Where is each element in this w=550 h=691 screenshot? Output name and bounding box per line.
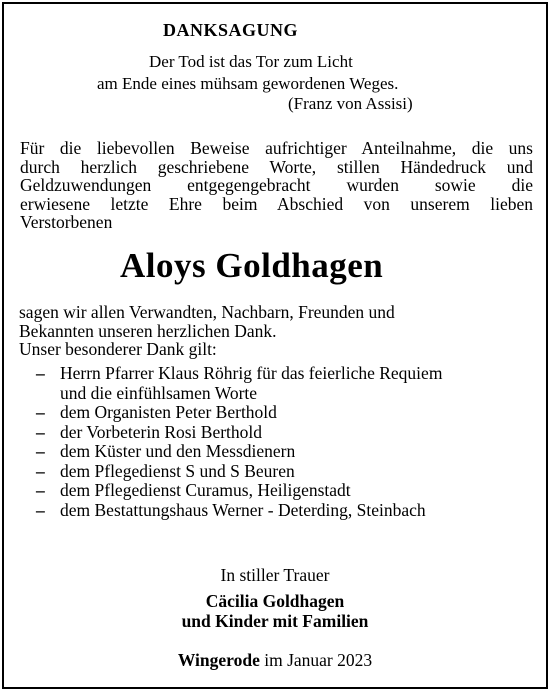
deceased-name: Aloys Goldhagen — [120, 246, 384, 285]
list-item-text: Herrn Pfarrer Klaus Röhrig für das feierliche Requiem — [60, 363, 443, 383]
thanks-line: Bekannten unseren herzlichen Dank. — [19, 320, 277, 341]
thanks-line: sagen wir allen Verwandten, Nachbarn, Freunden und — [19, 302, 395, 322]
place-name: Wingerode — [177, 650, 260, 670]
list-item-text: und die einfühlsamen Worte — [60, 382, 258, 403]
thanks-paragraph — [19, 303, 395, 359]
list-item — [36, 442, 442, 462]
signatory-family: und Kinder mit Familien — [181, 611, 369, 631]
list-item — [36, 423, 442, 443]
list-item — [36, 481, 442, 501]
list-item — [36, 364, 442, 403]
dash-bullet: – — [36, 460, 45, 481]
list-item — [36, 403, 442, 423]
dash-bullet: – — [36, 499, 45, 520]
notice-heading: DANKSAGUNG — [163, 20, 299, 40]
dash-bullet: – — [36, 363, 45, 383]
thanks-line: Unser besonderer Dank gilt: — [19, 339, 217, 359]
intro-paragraph — [20, 139, 533, 232]
dash-bullet: – — [36, 421, 45, 442]
dash-bullet: – — [36, 441, 45, 461]
quote-line-2: am Ende eines mühsam gewordenen Weges. — [97, 74, 399, 93]
list-item-text: dem Pflegedienst Curamus, Heiligenstadt — [60, 480, 351, 500]
closing-line: In stiller Trauer — [220, 565, 330, 585]
date-text: im Januar 2023 — [264, 650, 373, 670]
list-item-text: dem Bestattungshaus Werner - Deterding, Steinbach — [60, 499, 426, 520]
list-item-text: dem Küster und den Messdienern — [60, 441, 296, 461]
special-thanks-list — [36, 364, 442, 520]
intro-line: Für die liebevollen Beweise aufrichtiger Anteilnahme, die uns — [20, 138, 533, 158]
intro-line: durch herzlich geschriebene Worte, stillen Händedruck und — [20, 156, 533, 177]
list-item-text: dem Pflegedienst S und S Beuren — [60, 460, 295, 481]
dash-bullet: – — [36, 402, 45, 422]
list-item — [36, 462, 442, 482]
intro-line: Verstorbenen — [20, 212, 113, 232]
signatory-name: Cäcilia Goldhagen — [205, 591, 345, 611]
dash-bullet: – — [36, 480, 45, 500]
intro-line: Geldzuwendungen entgegengebracht wurden sowie die — [20, 175, 533, 195]
intro-line: erwiesene letzte Ehre beim Abschied von unserem lieben — [20, 193, 533, 214]
quote-line-1: Der Tod ist das Tor zum Licht — [149, 52, 353, 71]
list-item-text: der Vorbeterin Rosi Berthold — [60, 421, 263, 442]
list-item-text: dem Organisten Peter Berthold — [60, 402, 277, 422]
quote-author: (Franz von Assisi) — [288, 94, 413, 113]
list-item — [36, 501, 442, 521]
place-date-line — [0, 650, 550, 671]
